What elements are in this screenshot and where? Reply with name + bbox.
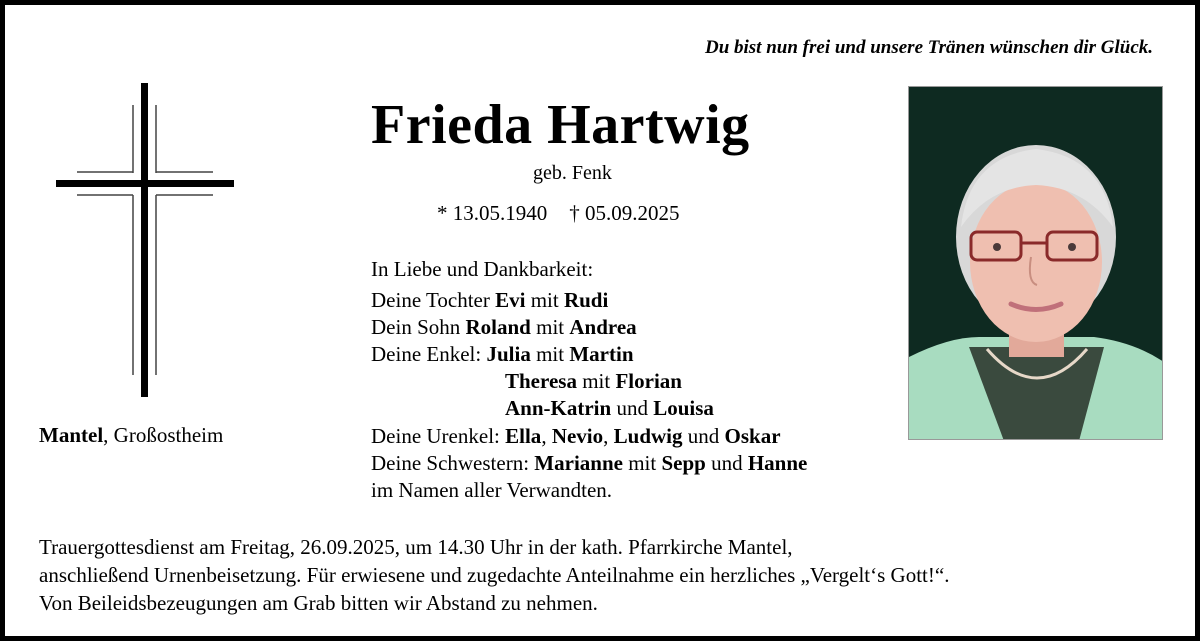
family-name: Florian (615, 369, 682, 393)
family-line-son (371, 314, 637, 340)
family-name: Martin (569, 342, 634, 366)
family-prefix: Deine Tochter (371, 288, 496, 312)
family-line-sisters (371, 450, 807, 476)
family-name: Andrea (569, 315, 637, 339)
family-name: Rudi (563, 288, 609, 312)
family-connector: und (611, 396, 654, 420)
intro-text: In Liebe und Dankbarkeit: (371, 257, 594, 281)
family-line-great-grandchildren (371, 423, 781, 449)
family-prefix: Dein Sohn (371, 315, 466, 339)
family-name: Nevio (551, 424, 604, 448)
family-name: Evi (495, 288, 526, 312)
family-name: Ann-Katrin (505, 396, 612, 420)
family-prefix: Deine Enkel: (371, 342, 487, 366)
family-prefix: Deine Schwestern: (371, 451, 535, 475)
cross-icon (53, 83, 237, 397)
family-name: Sepp (661, 451, 706, 475)
family-closing: im Namen aller Verwandten. (371, 478, 613, 502)
family-name: Marianne (534, 451, 623, 475)
place-rest: , Großostheim (103, 423, 224, 447)
family-name: Theresa (505, 369, 577, 393)
family-connector: und (705, 451, 748, 475)
family-prefix: Deine Urenkel: (371, 424, 506, 448)
family-name: Hanne (747, 451, 808, 475)
family-name: Julia (486, 342, 531, 366)
deceased-name: Frieda Hartwig (371, 94, 750, 156)
family-connector: , (541, 424, 552, 448)
footer-line-1: Trauergottesdienst am Freitag, 26.09.2025, um 14.30 Uhr in der kath. Pfarrkirche Mantel, (39, 535, 793, 559)
family-connector: mit (530, 342, 570, 366)
family-connector: , (603, 424, 614, 448)
footer-line-3: Von Beileidsbezeugungen am Grab bitten wir Abstand zu nehmen. (39, 591, 598, 615)
death-date: † 05.09.2025 (569, 201, 680, 225)
birth-date: * 13.05.1940 (437, 201, 548, 225)
family-name: Ludwig (613, 424, 683, 448)
footer-line-2: anschließend Urnenbeisetzung. Für erwiesene und zugedachte Anteilnahme ein herzliches „Vergelt‘s Gott!“. (39, 563, 950, 587)
family-connector: und (682, 424, 725, 448)
maiden-name: geb. Fenk (533, 162, 612, 184)
family-connector: mit (525, 288, 564, 312)
footer-text (39, 533, 949, 617)
family-line-grandchildren-2 (505, 368, 682, 394)
family-line-daughter (371, 287, 608, 313)
portrait-illustration (909, 87, 1163, 440)
family-name: Oskar (724, 424, 781, 448)
portrait-photo (908, 86, 1163, 440)
family-connector: mit (576, 369, 616, 393)
family-line-grandchildren-3 (505, 395, 714, 421)
family-connector: mit (622, 451, 662, 475)
family-name: Louisa (653, 396, 714, 420)
family-name: Ella (505, 424, 542, 448)
life-dates (437, 201, 680, 226)
place-town: Mantel (39, 423, 104, 447)
motto: Du bist nun frei und unsere Tränen wünschen dir Glück. (704, 37, 1153, 58)
family-name: Roland (465, 315, 531, 339)
family-line-grandchildren (371, 341, 634, 367)
family-connector: mit (530, 315, 570, 339)
place-line (39, 423, 223, 448)
